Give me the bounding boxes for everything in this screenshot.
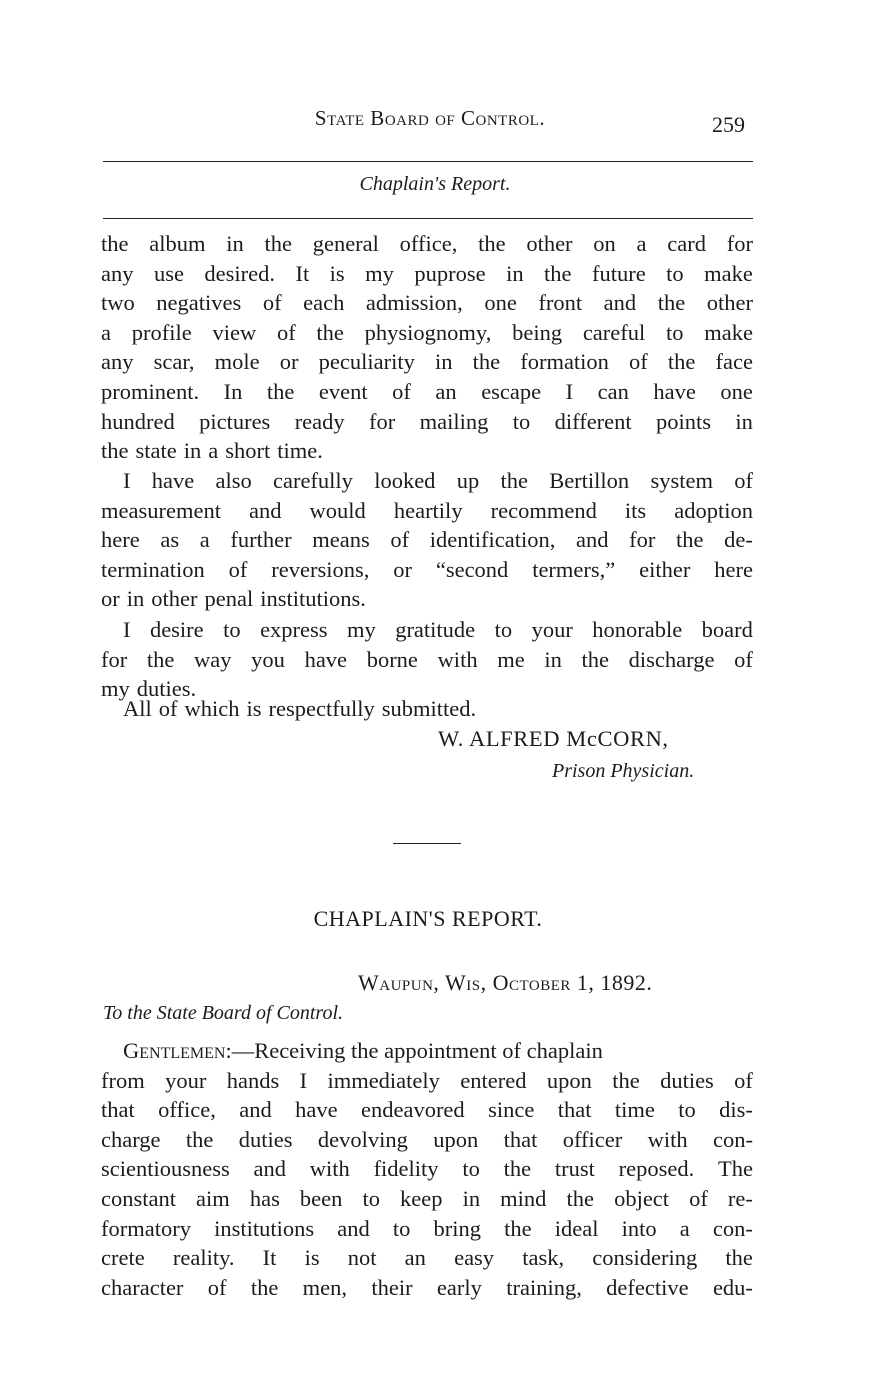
word: In	[223, 378, 243, 404]
chaplain-body	[101, 1036, 753, 1302]
word: not	[347, 1245, 377, 1271]
word: mailing	[419, 408, 489, 434]
word: of	[689, 1185, 708, 1211]
first-line-text	[123, 1036, 603, 1066]
word: penal	[204, 586, 254, 612]
word: scar,	[153, 349, 195, 375]
word: the	[667, 349, 696, 375]
word: submitted.	[381, 696, 477, 721]
word: considering	[592, 1245, 698, 1271]
text-line	[101, 466, 753, 496]
word: ideal	[554, 1215, 599, 1241]
word: to	[223, 617, 241, 642]
text-line	[101, 1066, 753, 1096]
section-divider	[393, 843, 461, 844]
word: further	[230, 527, 292, 553]
word: have	[653, 378, 696, 404]
text-line	[101, 525, 753, 555]
page-number: 259	[712, 112, 745, 137]
word: means	[312, 527, 370, 553]
word: institutions.	[260, 586, 366, 612]
word: being	[512, 319, 563, 345]
word: with	[437, 646, 478, 672]
word: points	[656, 408, 712, 434]
text-line	[101, 288, 753, 318]
word: upon	[433, 1126, 479, 1152]
word: make	[704, 319, 753, 345]
word: you	[251, 646, 285, 672]
word: aim	[196, 1185, 230, 1211]
word: fidelity	[373, 1156, 439, 1182]
word: pictures	[199, 408, 271, 434]
word: desire	[149, 617, 204, 642]
closing-line	[123, 694, 753, 724]
word: been	[299, 1185, 343, 1211]
word: formation	[520, 349, 609, 375]
word: of	[262, 290, 282, 316]
word: reversions,	[271, 556, 370, 582]
word: hundred	[101, 408, 175, 434]
word: the	[725, 1245, 753, 1271]
word: admission,	[365, 290, 463, 316]
word: an	[435, 378, 457, 404]
word: the	[503, 1156, 532, 1182]
word: re-	[727, 1185, 753, 1211]
text-line	[101, 1125, 753, 1155]
word: office,	[399, 231, 458, 256]
word: future	[591, 260, 646, 286]
salutation: Gentlemen:	[123, 1038, 232, 1063]
word: identification,	[429, 527, 556, 553]
word: hands	[226, 1067, 280, 1093]
word: the	[264, 231, 292, 256]
word: duties	[660, 1067, 714, 1093]
word: recommend	[490, 497, 597, 523]
word: in	[183, 438, 202, 464]
word: to	[392, 1215, 411, 1241]
word: duties	[238, 1126, 293, 1152]
word: for	[369, 408, 396, 434]
word: is	[246, 696, 262, 721]
word: in	[434, 349, 453, 375]
text-line	[101, 496, 753, 526]
text-line	[101, 1214, 753, 1244]
word: task,	[522, 1245, 565, 1271]
word: either	[639, 556, 691, 582]
word: con-	[712, 1126, 753, 1152]
word: puprose	[414, 260, 486, 286]
text-line	[101, 407, 753, 437]
word: defective	[606, 1274, 689, 1300]
word: respectfully	[268, 696, 375, 721]
word: the	[500, 468, 528, 493]
word: face	[715, 349, 753, 375]
running-head: State Board of Control.	[314, 106, 546, 130]
word: to	[666, 260, 684, 286]
word: my	[101, 676, 130, 702]
word: of	[734, 468, 753, 493]
word: termination	[101, 556, 205, 582]
word: Bertillon	[549, 468, 630, 493]
address-line: To the State Board of Control.	[103, 1002, 344, 1024]
text-line	[101, 1095, 753, 1125]
word: edu-	[712, 1274, 753, 1300]
text-line	[101, 436, 753, 466]
word: termers,”	[532, 556, 616, 582]
word: peculiarity	[318, 349, 415, 375]
text-line	[101, 1154, 753, 1184]
word: easy	[454, 1245, 495, 1271]
word: “second	[435, 556, 509, 582]
word: a	[199, 527, 210, 553]
word: carefully	[272, 468, 353, 493]
word: use	[153, 260, 184, 286]
word: event	[318, 378, 368, 404]
word: your	[165, 1067, 207, 1093]
word: the	[316, 319, 344, 345]
word: in	[126, 586, 145, 612]
word: and	[603, 290, 637, 316]
physician-paragraph-2	[101, 466, 753, 614]
word: the	[185, 1126, 214, 1152]
word: character	[101, 1274, 184, 1300]
text-line	[101, 259, 753, 289]
word: looked	[374, 468, 436, 493]
word: would	[309, 497, 366, 523]
word: All	[123, 696, 152, 721]
word: can	[597, 378, 629, 404]
word: state	[135, 438, 177, 464]
word: its	[624, 497, 647, 523]
text-line	[101, 1184, 753, 1214]
signature-title: Prison Physician.	[552, 760, 695, 782]
word: that	[557, 1097, 592, 1123]
word: borne	[366, 646, 418, 672]
word: reality.	[172, 1245, 235, 1271]
word: have	[295, 1097, 338, 1123]
word: in	[544, 646, 562, 672]
word: different	[554, 408, 632, 434]
text-line	[123, 694, 753, 724]
word: the	[676, 527, 704, 553]
word: one	[484, 290, 517, 316]
word: from	[101, 1067, 145, 1093]
word: in	[226, 231, 244, 256]
word: charge	[101, 1126, 161, 1152]
word: here	[101, 527, 140, 553]
word: your	[531, 617, 573, 642]
text-line	[101, 555, 753, 585]
word: and	[337, 1215, 370, 1241]
word: album	[149, 231, 206, 256]
chaplain-report-title: CHAPLAIN'S REPORT.	[313, 906, 543, 931]
word: is	[304, 1245, 320, 1271]
word: to	[462, 1156, 480, 1182]
word: crete	[101, 1245, 145, 1271]
word: the	[472, 349, 501, 375]
word: since	[488, 1097, 535, 1123]
word: of	[158, 696, 178, 721]
word: a	[679, 1215, 690, 1241]
word: physiognomy,	[364, 319, 492, 345]
text-line	[101, 645, 753, 675]
word: honorable	[592, 617, 683, 642]
word: system	[650, 468, 713, 493]
word: the	[581, 646, 610, 672]
header-rule-top	[103, 161, 753, 162]
word: negatives	[156, 290, 242, 316]
word: of	[392, 378, 411, 404]
word: men,	[302, 1274, 348, 1300]
word: up	[456, 468, 480, 493]
word: upon	[546, 1067, 592, 1093]
header-rule-bottom	[103, 218, 753, 219]
word: and	[576, 527, 609, 553]
word: early	[436, 1274, 482, 1300]
word: I	[123, 617, 131, 642]
text-line	[101, 615, 753, 645]
text-line	[101, 377, 753, 407]
text-line	[101, 1243, 753, 1273]
word: or	[279, 349, 299, 375]
word: entered	[460, 1067, 527, 1093]
word: and	[249, 497, 282, 523]
word: a	[636, 231, 647, 256]
word: two	[101, 290, 135, 316]
first-line	[101, 1036, 753, 1066]
word: for	[101, 646, 128, 672]
word: their	[371, 1274, 413, 1300]
word: scientiousness	[101, 1156, 230, 1182]
word: immediately	[327, 1067, 440, 1093]
word: of	[228, 556, 248, 582]
word: mind	[500, 1185, 547, 1211]
word: view	[212, 319, 257, 345]
word: any	[101, 349, 134, 375]
word: measurement	[101, 497, 221, 523]
word: my	[346, 617, 376, 642]
word: other	[706, 290, 753, 316]
word: the	[146, 646, 175, 672]
word: of	[207, 1274, 227, 1300]
text-line	[101, 347, 753, 377]
word: careful	[582, 319, 646, 345]
word: the	[101, 231, 129, 256]
word: the	[544, 260, 572, 286]
word: profile	[131, 319, 192, 345]
word: a	[101, 319, 111, 345]
word: heartily	[393, 497, 463, 523]
word: or	[101, 586, 120, 612]
section-subtitle: Chaplain's Report.	[359, 173, 511, 195]
word: mole	[214, 349, 260, 375]
word: time	[614, 1097, 655, 1123]
word: It	[262, 1245, 277, 1271]
word: formatory	[101, 1215, 191, 1241]
word: dis-	[719, 1097, 753, 1123]
word: in	[462, 1185, 481, 1211]
word: has	[249, 1185, 280, 1211]
word: reposed.	[618, 1156, 695, 1182]
word: other	[526, 231, 573, 256]
word: officer	[562, 1126, 623, 1152]
word: which	[184, 696, 240, 721]
word: have	[151, 468, 195, 493]
word: with	[309, 1156, 350, 1182]
signature-name: W. ALFRED McCORN,	[438, 726, 669, 751]
word: I	[565, 378, 574, 404]
word: of	[734, 646, 753, 672]
word: card	[667, 231, 706, 256]
word: a	[208, 438, 219, 464]
word: make	[704, 260, 753, 286]
word: keep	[400, 1185, 443, 1211]
word: the	[250, 1274, 279, 1300]
word: the	[657, 290, 686, 316]
word: gratitude	[395, 617, 476, 642]
word: one	[720, 378, 753, 404]
word: of	[276, 319, 296, 345]
word: for	[726, 231, 753, 256]
word: I	[123, 468, 131, 493]
word: express	[260, 617, 328, 642]
word: board	[701, 617, 753, 642]
word: or	[393, 556, 412, 582]
word: for	[629, 527, 656, 553]
word: time.	[277, 438, 323, 464]
word: short	[225, 438, 271, 464]
word: the	[612, 1067, 640, 1093]
physician-paragraph-3	[101, 615, 753, 704]
word: and	[239, 1097, 272, 1123]
word: training,	[506, 1274, 582, 1300]
word: here	[714, 556, 753, 582]
word: ready	[294, 408, 345, 434]
word: trust	[554, 1156, 595, 1182]
word: devolving	[317, 1126, 408, 1152]
physician-paragraph-1	[101, 229, 753, 466]
word: endeavored	[360, 1097, 465, 1123]
word: to	[494, 617, 513, 642]
word: of	[734, 1067, 753, 1093]
word: front	[538, 290, 583, 316]
word: is	[329, 260, 345, 286]
word: on	[593, 231, 616, 256]
text-line	[101, 1273, 753, 1303]
word: constant	[101, 1185, 176, 1211]
word: to	[512, 408, 531, 434]
word: office,	[158, 1097, 216, 1123]
word: bring	[433, 1215, 482, 1241]
text-line	[101, 584, 753, 614]
word: de-	[724, 527, 753, 553]
word: The	[718, 1156, 753, 1182]
word: of	[390, 527, 410, 553]
word: in	[506, 260, 524, 286]
word: of	[629, 349, 648, 375]
word: that	[503, 1126, 538, 1152]
word: me	[497, 646, 525, 672]
word: way	[194, 646, 232, 672]
word: object	[614, 1185, 670, 1211]
word: each	[303, 290, 345, 316]
word: I	[299, 1067, 308, 1093]
word: into	[621, 1215, 657, 1241]
word: the	[504, 1215, 532, 1241]
word: in	[735, 408, 753, 434]
word: escape	[481, 378, 542, 404]
word: and	[253, 1156, 287, 1182]
word: to	[362, 1185, 380, 1211]
word: an	[404, 1245, 426, 1271]
dateline: Waupun, Wis, October 1, 1892.	[358, 970, 653, 995]
word: general	[312, 231, 379, 256]
word: also	[215, 468, 252, 493]
word: discharge	[628, 646, 715, 672]
word: with	[647, 1126, 688, 1152]
text-line	[101, 229, 753, 259]
word: desired.	[204, 260, 276, 286]
word: the	[101, 438, 129, 464]
word: prominent.	[101, 378, 200, 404]
word: duties.	[136, 676, 197, 702]
text-line	[101, 318, 753, 348]
word: con-	[712, 1215, 753, 1241]
word: the	[266, 378, 295, 404]
word: the	[478, 231, 506, 256]
word: to	[678, 1097, 696, 1123]
word: as	[160, 527, 180, 553]
word: to	[666, 319, 684, 345]
first-line-rest: —Receiving the appointment of chaplain	[231, 1038, 603, 1063]
word: It	[295, 260, 310, 286]
word: institutions	[214, 1215, 315, 1241]
word: adoption	[674, 497, 753, 523]
word: other	[151, 586, 198, 612]
word: the	[566, 1185, 594, 1211]
word: have	[304, 646, 348, 672]
word: any	[101, 260, 134, 286]
word: my	[365, 260, 394, 286]
word: that	[101, 1097, 135, 1123]
